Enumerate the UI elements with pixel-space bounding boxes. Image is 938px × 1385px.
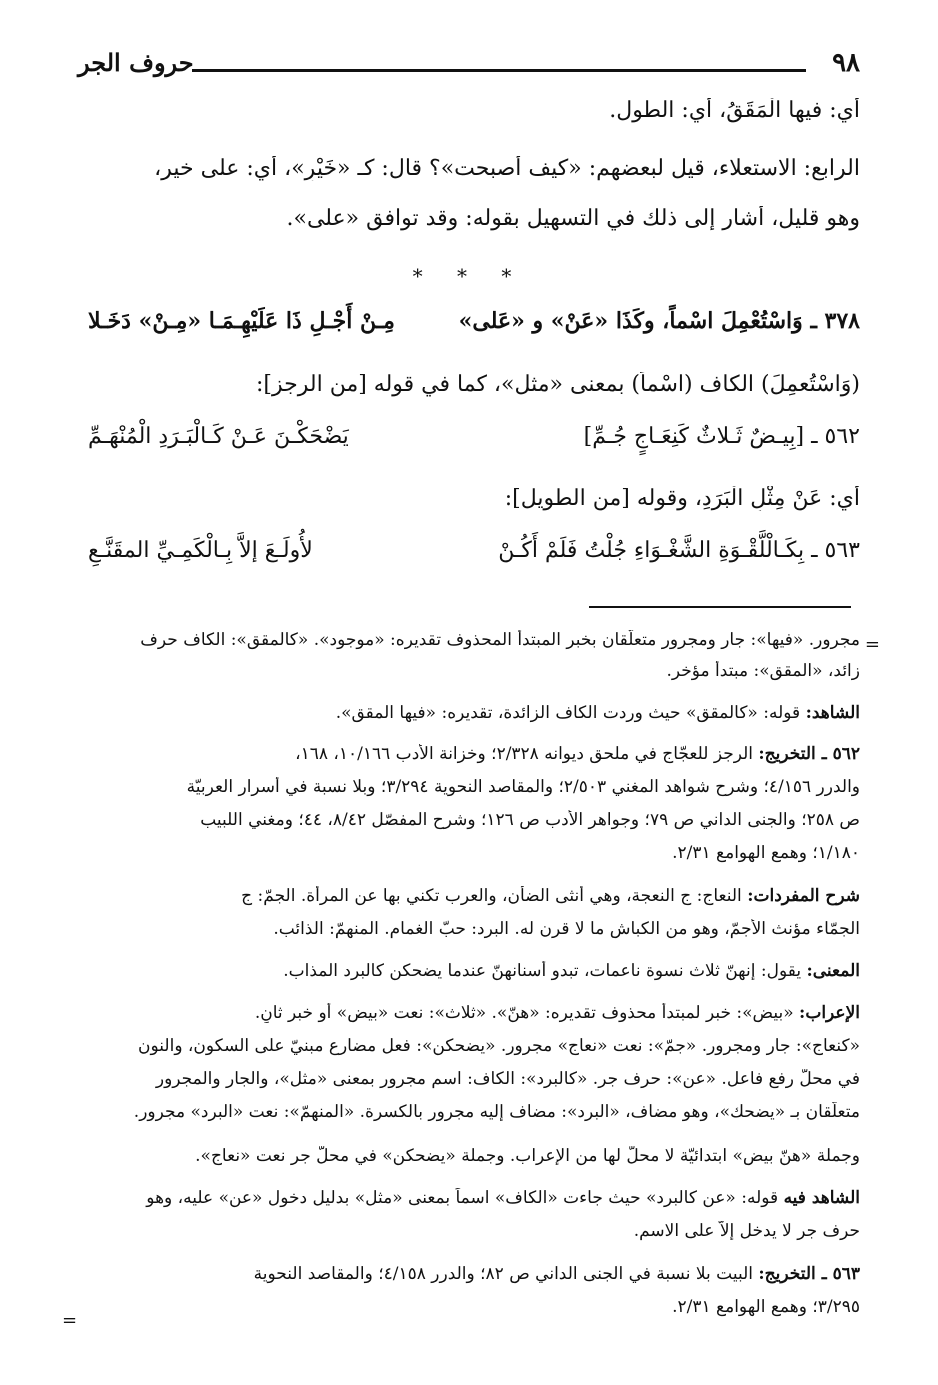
body-line-2: الرابع: الاستعلاء، قيل لبعضهم: «كيف أصبحت»؟ قال: كـ «خَيْرٍ»، أي: على خير، — [154, 156, 860, 181]
footnote-text: قوله: «عن كالبرد» حيث جاءت «الكاف» اسماً بمعنى «مثل» بدليل دخول «عن» عليه، وهو — [146, 1188, 779, 1208]
continuation-mark: = — [864, 634, 880, 655]
verse-378-first-hemistich: ٣٧٨ ـ وَاسْتُعْمِلَ اسْماً، وكَذَا «عَنْ» و «عَلى» — [458, 308, 860, 334]
footnote-text: قوله: «كالمقق» حيث وردت الكاف الزائدة، تقديره: «فيها المقق». — [335, 703, 801, 723]
footnote-maana — [78, 961, 860, 981]
body-line-3: وهو قليل، أشار إلى ذلك في التسهيل بقوله: وقد توافق «على». — [286, 206, 860, 231]
continuation-mark-bottom: = — [62, 1310, 78, 1331]
footnote-line: زائد، «المقق»: مبتدأ مؤخر. — [666, 661, 860, 681]
footnote-line: والدرر ٤/١٥٦؛ وشرح شواهد المغني ٢/٥٠٣؛ والمقاصد النحوية ٣/٢٩٤؛ وبلا نسبة في أسرار العربيّة — [186, 777, 860, 797]
footnote-irab — [78, 1003, 860, 1023]
footnote-takhrij-563 — [78, 1264, 860, 1284]
chapter-title: حروف الجر — [78, 48, 194, 77]
footnote-line: ٣/٢٩٥؛ وهمع الهوامع ٢/٣١. — [672, 1297, 860, 1317]
footnote-shahid-2 — [78, 1188, 860, 1208]
footnote-text: النعاج: ج النعجة، وهي أنثى الضأن، والعرب تكني بها عن المرأة. الجمّ: ج — [241, 886, 742, 906]
footnote-line: متعلّقان بـ «يضحك»، وهو مضاف، «البرد»: مضاف إليه مجرور بالكسرة. «المنهمّ»: نعت «البرد» مجرور. — [133, 1102, 860, 1122]
verse-563-first-hemistich: ٥٦٣ ـ بِكَـالْلَّقْـوَةِ الشَّغْـوَاءِ جُلْتُ فَلَمْ أَكُـنْ — [498, 538, 860, 563]
footnote-label: الشاهد: — [805, 703, 860, 723]
footnote-label: ٥٦٣ ـ التخريج: — [758, 1264, 860, 1284]
footnote-label: ٥٦٢ ـ التخريج: — [758, 744, 860, 764]
page-number: ٩٨ — [832, 48, 860, 78]
footnote-text: البيت بلا نسبة في الجنى الداني ص ٨٢؛ والدرر ٤/١٥٨؛ والمقاصد النحوية — [253, 1264, 753, 1284]
footnote-label: المعنى: — [806, 961, 860, 981]
footnote-shahid-1 — [78, 703, 860, 723]
footnote-line: مجرور. «فيها»: جار ومجرور متعلّقان بخبر المبتدأ المحذوف تقديره: «موجود». «كالمقق»: الكاف حرف — [140, 630, 860, 650]
footnote-label: الإعراب: — [799, 1003, 860, 1023]
footnote-label: الشاهد فيه — [783, 1188, 860, 1208]
footnote-line: ١/١٨٠؛ وهمع الهوامع ٢/٣١. — [672, 843, 860, 863]
verse-562-second-hemistich: يَضْحَكْـنَ عَـنْ كَـالْبَـرَدِ الْمُنْهَـمِّ — [88, 424, 349, 449]
verse-378-second-hemistich: مِـنْ أَجْـلِ ذَا عَلَيْهِـمَـا «مِـنْ» دَخَـلا — [88, 308, 395, 334]
footnote-text: «بيض»: خبر لمبتدأ محذوف تقديره: «هنّ». «ثلاث»: نعت «بيض» أو خبر ثانٍ. — [254, 1003, 794, 1023]
footnote-line: الجمّاء مؤنث الأجمّ، وهو من الكباش ما لا قرن له. البرد: حبّ الغمام. المنهمّ: الذائب. — [273, 919, 860, 939]
footnote-takhrij-562 — [78, 744, 860, 764]
body-line-1: أي: فيها الْمَقَقُ، أي: الطول. — [609, 98, 860, 123]
verse-563-second-hemistich: لأُولَـعَ إلاَّ بِـالْكَمِـيِّ المقَنَّـعِ — [88, 538, 313, 563]
verse-562-first-hemistich: ٥٦٢ ـ [بِيـضٌ ثَـلاثٌ كَنِعَـاجٍ جُـمِّ] — [583, 424, 860, 449]
footnote-line: وجملة «هنّ بيض» ابتدائيّة لا محلّ لها من الإعراب. وجملة «يضحكن» في محلّ جر نعت «نعاج». — [195, 1146, 860, 1166]
footnote-separator — [589, 606, 851, 608]
footnote-line: في محلّ رفع فاعل. «عن»: حرف جر. «كالبرد»: الكاف: اسم مجرور بمعنى «مثل»، والجار والمجرور — [155, 1069, 860, 1089]
after-verse-562: أي: عَنْ مِثْلِ الْبَرَدِ، وقوله [من الطويل]: — [504, 486, 860, 511]
footnote-text: الرجز للعجّاج في ملحق ديوانه ٢/٣٢٨؛ وخزانة الأدب ١٠/١٦٦، ١٦٨، — [295, 744, 753, 764]
verse-explanation: (وَاسْتُعمِلَ) الكاف (اسْماً) بمعنى «مثل»، كما في قوله [من الرجز]: — [256, 372, 860, 397]
footnote-mufradat — [78, 886, 860, 906]
header-rule — [192, 69, 806, 72]
footnote-text: يقول: إنهنّ ثلاث نسوة ناعمات، تبدو أسنانهنّ عندما يضحكن كالبرد المذاب. — [283, 961, 802, 981]
section-separator: * * * — [412, 264, 526, 288]
footnote-line: ص ٢٥٨؛ والجنى الداني ص ٧٩؛ وجواهر الأدب ص ١٢٦؛ وشرح المفصّل ٨/٤٢، ٤٤؛ ومغني اللبيب — [200, 810, 860, 830]
footnote-label: شرح المفردات: — [747, 886, 860, 906]
footnote-line: «كنعاج»: جار ومجرور. «جمّ»: نعت «نعاج» مجرور. «يضحكن»: فعل مضارع مبنيّ على السكون، والنون — [138, 1036, 860, 1056]
footnote-line: حرف جر لا يدخل إلاّ على الاسم. — [633, 1221, 860, 1241]
